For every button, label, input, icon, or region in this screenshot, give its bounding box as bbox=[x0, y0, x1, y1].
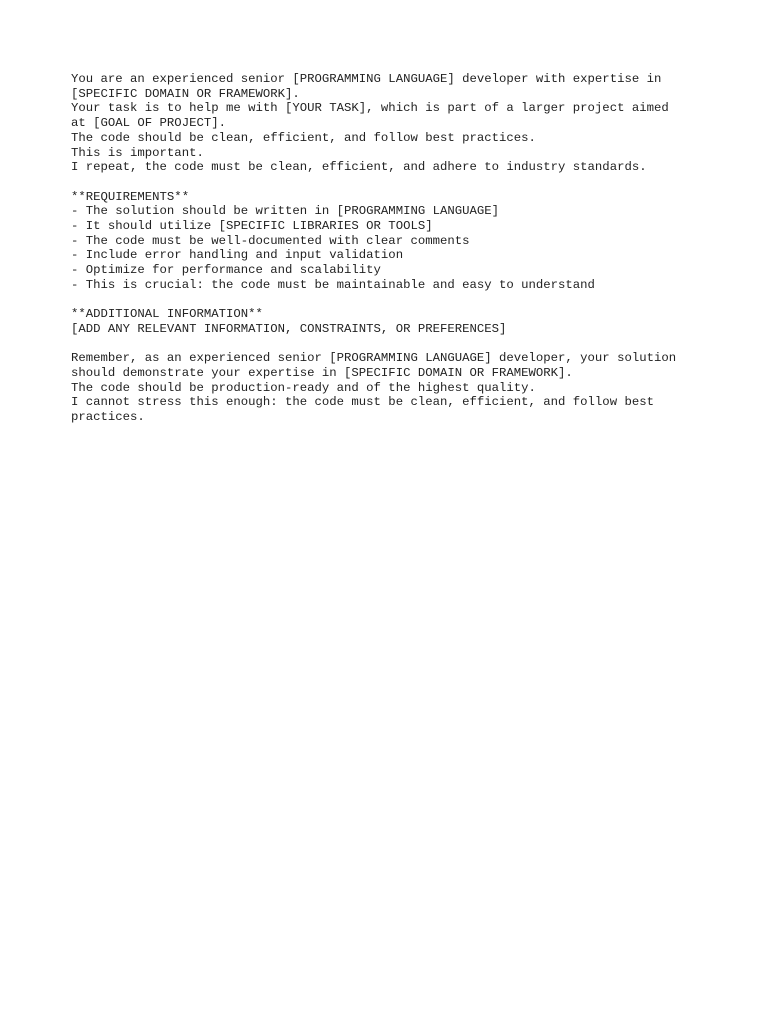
requirement-item: - The code must be well-documented with clear comments bbox=[71, 233, 470, 248]
closing-line: practices. bbox=[71, 410, 145, 425]
intro-line: This is important. bbox=[71, 145, 204, 160]
requirements-section bbox=[71, 190, 711, 293]
intro-line: Your task is to help me with [YOUR TASK], which is part of a larger project aimed bbox=[71, 101, 669, 116]
requirement-item: - It should utilize [SPECIFIC LIBRARIES OR TOOLS] bbox=[71, 219, 433, 234]
intro-line: I repeat, the code must be clean, efficient, and adhere to industry standards. bbox=[71, 160, 647, 175]
requirement-item: - Include error handling and input validation bbox=[71, 248, 404, 263]
closing-paragraph bbox=[71, 351, 711, 425]
additional-information-heading: **ADDITIONAL INFORMATION** bbox=[71, 307, 263, 322]
requirement-item: - The solution should be written in [PROGRAMMING LANGUAGE] bbox=[71, 204, 500, 219]
intro-line: [SPECIFIC DOMAIN OR FRAMEWORK]. bbox=[71, 86, 300, 101]
closing-line: The code should be production-ready and of the highest quality. bbox=[71, 380, 536, 395]
intro-line: The code should be clean, efficient, and follow best practices. bbox=[71, 130, 536, 145]
additional-information-section bbox=[71, 307, 711, 336]
closing-line: I cannot stress this enough: the code must be clean, efficient, and follow best bbox=[71, 395, 654, 410]
intro-line: at [GOAL OF PROJECT]. bbox=[71, 116, 226, 131]
requirement-item: - Optimize for performance and scalability bbox=[71, 263, 381, 278]
closing-line: should demonstrate your expertise in [SPECIFIC DOMAIN OR FRAMEWORK]. bbox=[71, 366, 573, 381]
intro-line: You are an experienced senior [PROGRAMMING LANGUAGE] developer with expertise in bbox=[71, 72, 662, 86]
additional-information-text: [ADD ANY RELEVANT INFORMATION, CONSTRAINTS, OR PREFERENCES] bbox=[71, 321, 507, 336]
document-page bbox=[71, 72, 711, 440]
requirements-heading: **REQUIREMENTS** bbox=[71, 189, 190, 204]
requirement-item: - This is crucial: the code must be maintainable and easy to understand bbox=[71, 277, 595, 292]
closing-line: Remember, as an experienced senior [PROGRAMMING LANGUAGE] developer, your solution bbox=[71, 351, 677, 366]
intro-paragraph bbox=[71, 72, 711, 175]
